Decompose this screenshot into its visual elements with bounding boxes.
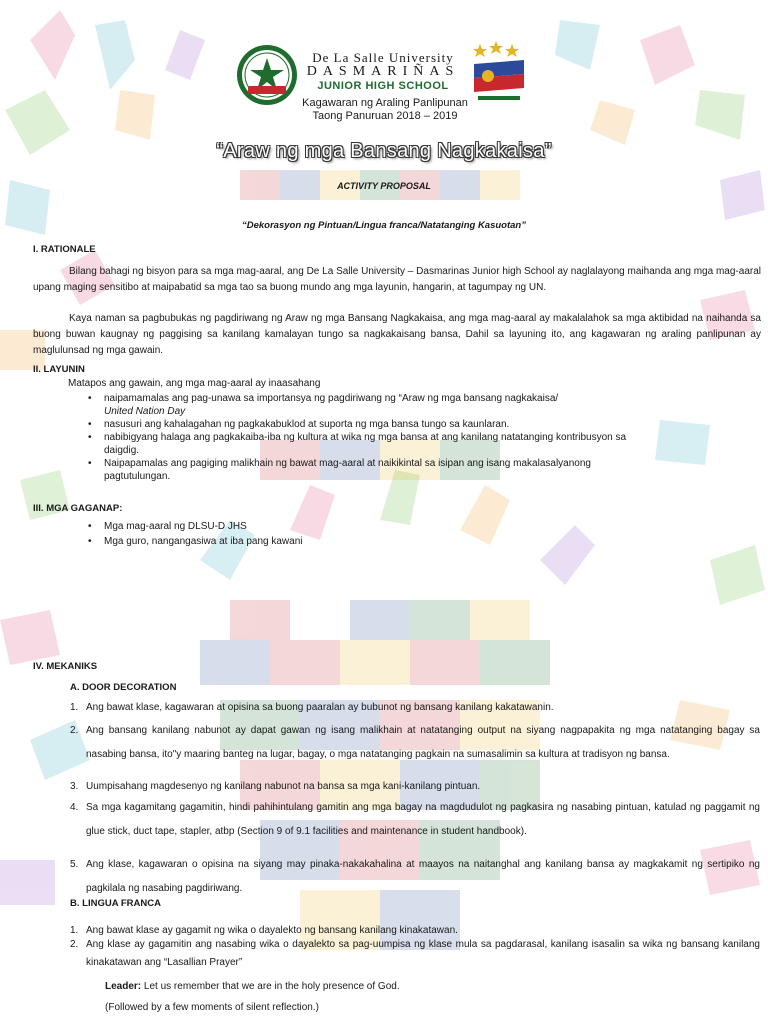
- mekaniks-heading: IV. MEKANIKS: [33, 661, 98, 672]
- list-number: 2.: [70, 939, 79, 950]
- list-item: [70, 853, 760, 900]
- list-item-text: Uumpisahang magdesenyo ng kanilang nabunot na bansa sa mga kani-kanilang pintuan.: [86, 781, 481, 792]
- silent-reflection-note: (Followed by a few moments of silent reflection.): [105, 1002, 319, 1013]
- prayer-leader-line: [105, 981, 400, 992]
- list-item: [70, 796, 760, 843]
- school-year: Taong Panuruan 2018 – 2019: [312, 110, 458, 122]
- event-title: “Araw ng mga Bansang Nagkakaisa”: [216, 140, 552, 162]
- gaganap-heading: III. MGA GAGANAP:: [33, 503, 123, 514]
- list-item: [88, 392, 760, 418]
- list-item-line: Naipapamalas ang pagiging malikhain ng bawat mag-aaral at naikikintal sa isipan ang isang makalasalyanong: [104, 458, 591, 469]
- list-item: [70, 775, 760, 799]
- activity-subtitle: “Dekorasyon ng Pintuan/Lingua franca/Natatanging Kasuotan”: [242, 220, 526, 231]
- door-decoration-heading: A. DOOR DECORATION: [70, 682, 177, 693]
- leader-text: Let us remember that we are in the holy presence of God.: [143, 981, 400, 992]
- list-number: 5.: [70, 859, 79, 870]
- list-item-text: Ang klase, kagawaran o opisina na siyang may pinaka-nakakahalina at maayos na naitanghal ang kanilang bansa ay magkakamit ng sertipiko ng pagkilala ng nasabing pagdiriwang.: [86, 859, 760, 894]
- layunin-heading: II. LAYUNIN: [33, 364, 85, 375]
- layunin-intro: Matapos ang gawain, ang mga mag-aaral ay inaasahang: [68, 378, 321, 389]
- list-item-text: Ang klase ay gagamitin ang nasabing wika o dayalekto sa pag-uumpisa ng klase mula sa pagdarasal, kanilang isasalin sa wika ng bansang kanilang kinakatawan ang “Lasallian Prayer”: [86, 939, 760, 968]
- list-number: 3.: [70, 781, 79, 792]
- lingua-franca-heading: B. LINGUA FRANCA: [70, 898, 161, 909]
- list-number: 4.: [70, 802, 79, 813]
- list-item-text: Ang bawat klase, kagawaran at opisina sa buong paaralan ay bubunot ng bansang kanilang kakatawanin.: [86, 702, 554, 713]
- list-item: [88, 535, 760, 548]
- list-item-line: pagtutulungan.: [104, 471, 171, 482]
- bullet-icon: •: [88, 521, 92, 532]
- list-number: 1.: [70, 702, 79, 713]
- list-number: 1.: [70, 925, 79, 936]
- list-item: [70, 719, 760, 766]
- list-item-line: nabibigyang halaga ang pagkakaiba-iba ng kultura at wika ng mga bansa at ang kanilang natatanging kontribusyon sa: [104, 432, 627, 443]
- campus-name: DASMARIÑAS: [306, 64, 460, 79]
- leader-label: Leader:: [105, 981, 142, 992]
- list-item: [88, 520, 760, 533]
- list-item-text: Ang bawat klase ay gagamit ng wika o dayalekto ng bansang kanilang kinakatawan.: [86, 925, 458, 936]
- list-item: [70, 696, 760, 720]
- list-number: 2.: [70, 725, 79, 736]
- document-type: ACTIVITY PROPOSAL: [337, 181, 431, 191]
- school-name: JUNIOR HIGH SCHOOL: [317, 80, 449, 92]
- list-item: [88, 457, 760, 483]
- un-day-emblem: [470, 40, 528, 104]
- bullet-icon: •: [88, 432, 92, 443]
- list-item-line: Mga guro, nangangasiwa at iba pang kawani: [104, 536, 303, 547]
- university-name: De La Salle University: [312, 50, 454, 65]
- bullet-icon: •: [88, 458, 92, 469]
- list-item-line: daigdig.: [104, 445, 140, 456]
- list-item-line: Mga mag-aaral ng DLSU-D JHS: [104, 521, 247, 532]
- rationale-paragraph-2: Kaya naman sa pagbubukas ng pagdiriwang ng Araw ng mga Bansang Nagkakaisa, ang mga mag-aaral ay makalalahok sa mga aktibidad na naihanda sa buong buwan kaugnay ng paggising sa kanilang kamalayan tungo sa nagkakaisang bansa, Dahil sa layuning ito, ang kagawaran ng araling panlipunan ay maglulunsad ng mga gawain.: [33, 313, 761, 356]
- list-item: [70, 936, 760, 972]
- rationale-paragraph-1: Bilang bahagi ng bisyon para sa mga mag-aaral, ang De La Salle University – Dasmarinas Junior high School ay naglalayong maihanda ang mga mag-aaral upang maging sensitibo at maipabatid sa mga tao sa buong mundo ang mga layunin, hangarin, at tagumpay ng UN.: [33, 266, 761, 293]
- list-item-line: nasusuri ang kahalagahan ng pagkakabuklod at suporta ng mga bansa tungo sa kaunlaran.: [104, 419, 510, 430]
- list-item-text: Sa mga kagamitang gagamitin, hindi pahihintulang gamitin ang mga bagay na magdudulot ng pagkasira ng nasabing pintuan, katulad ng paggamit ng glue stick, duct tape, stapler, atbp (Section 9 of 9.1 facilities and maintenance in student handbook).: [86, 802, 760, 837]
- department-name: Kagawaran ng Araling Panlipunan: [302, 97, 468, 109]
- rationale-heading: I. RATIONALE: [33, 244, 96, 255]
- list-item: [88, 418, 760, 431]
- bullet-icon: •: [88, 419, 92, 430]
- list-item-line: United Nation Day: [104, 406, 186, 417]
- list-item-line: naipamamalas ang pag-unawa sa importansya ng pagdiriwang ng “Araw ng mga bansang nagkakaisa/: [104, 393, 559, 404]
- bullet-icon: •: [88, 536, 92, 547]
- list-item: [88, 431, 760, 457]
- bullet-icon: •: [88, 393, 92, 404]
- list-item-text: Ang bansang kanilang nabunot ay dapat gawan ng isang malikhain at natatanging output na siyang nagpapakita ng mga natatanging bagay sa nasabing bansa, ito"y maaring banteg na lugar, bagay, o mga natatanging pagkain na sumasalimin sa kultura at tradisyon ng bansa.: [86, 725, 760, 760]
